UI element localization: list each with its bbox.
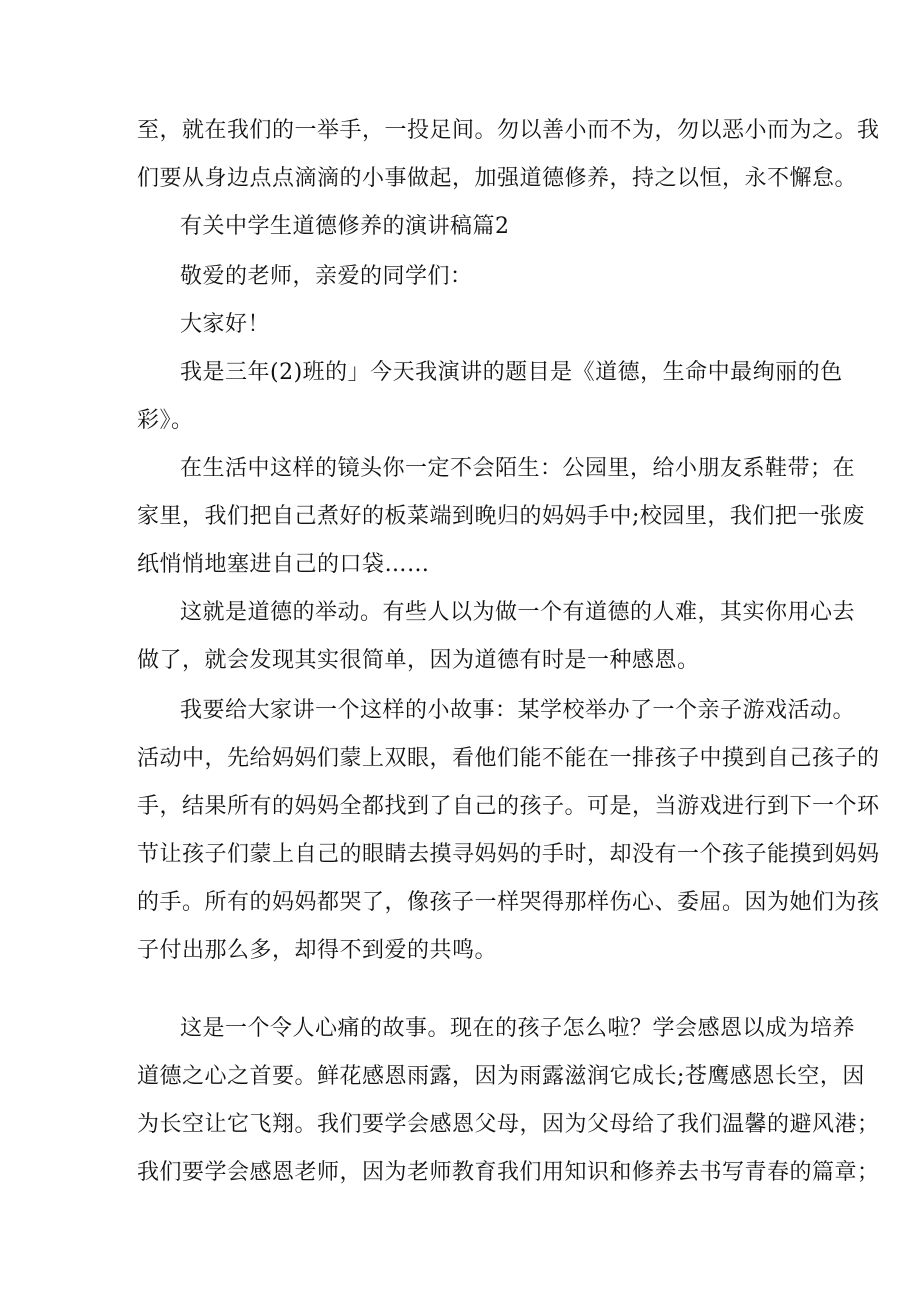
text-line: 子付出那么多，却得不到爱的共鸣。 (137, 938, 498, 963)
text-line: 纸悄悄地塞进自己的口袋…… (137, 552, 430, 577)
greeting: 大家好！ (180, 312, 271, 337)
section-heading: 有关中学生道德修养的演讲稿篇2 (180, 214, 510, 239)
text-line: 做了，就会发现其实很简单，因为道德有时是一种感恩。 (137, 648, 700, 673)
text-line: 这是一个令人心痛的故事。现在的孩子怎么啦？学会感恩以成为培养 (180, 1016, 856, 1041)
text-line: 们要从身边点点滴滴的小事做起，加强道德修养，持之以恒，永不懈怠。 (137, 166, 858, 191)
text-line: 节让孩子们蒙上自己的眼睛去摸寻妈妈的手时，却没有一个孩子能摸到妈妈 (137, 842, 880, 867)
text-line: 家里，我们把自己煮好的板菜端到晚归的妈妈手中;校园里，我们把一张废 (137, 504, 865, 529)
text-line: 我要给大家讲一个这样的小故事：某学校举办了一个亲子游戏活动。 (180, 698, 856, 723)
text-line: 的手。所有的妈妈都哭了，像孩子一样哭得那样伤心、委屈。因为她们为孩 (137, 890, 880, 915)
text-line: 手，结果所有的妈妈全都找到了自己的孩子。可是，当游戏进行到下一个环 (137, 794, 880, 819)
text-line: 道德之心之首要。鲜花感恩雨露，因为雨露滋润它成长;苍鹰感恩长空，因 (137, 1064, 865, 1089)
text-line: 我们要学会感恩老师，因为老师教育我们用知识和修养去书写青春的篇章； (137, 1160, 880, 1185)
text-line: 我是三年(2)班的」今天我演讲的题目是《道德，生命中最绚丽的色 (180, 360, 843, 385)
text-line: 这就是道德的举动。有些人以为做一个有道德的人难，其实你用心去 (180, 600, 856, 625)
text-line: 在生活中这样的镜头你一定不会陌生：公园里，给小朋友系鞋带；在 (180, 456, 856, 481)
text-line: 至，就在我们的一举手，一投足间。勿以善小而不为，勿以恶小而为之。我 (137, 118, 880, 143)
text-line: 彩》。 (137, 408, 194, 433)
salutation: 敬爱的老师，亲爱的同学们： (180, 264, 473, 289)
text-line: 活动中，先给妈妈们蒙上双眼，看他们能不能在一排孩子中摸到自己孩子的 (137, 746, 880, 771)
text-line: 为长空让它飞翔。我们要学会感恩父母，因为父母给了我们温馨的避风港； (137, 1112, 880, 1137)
